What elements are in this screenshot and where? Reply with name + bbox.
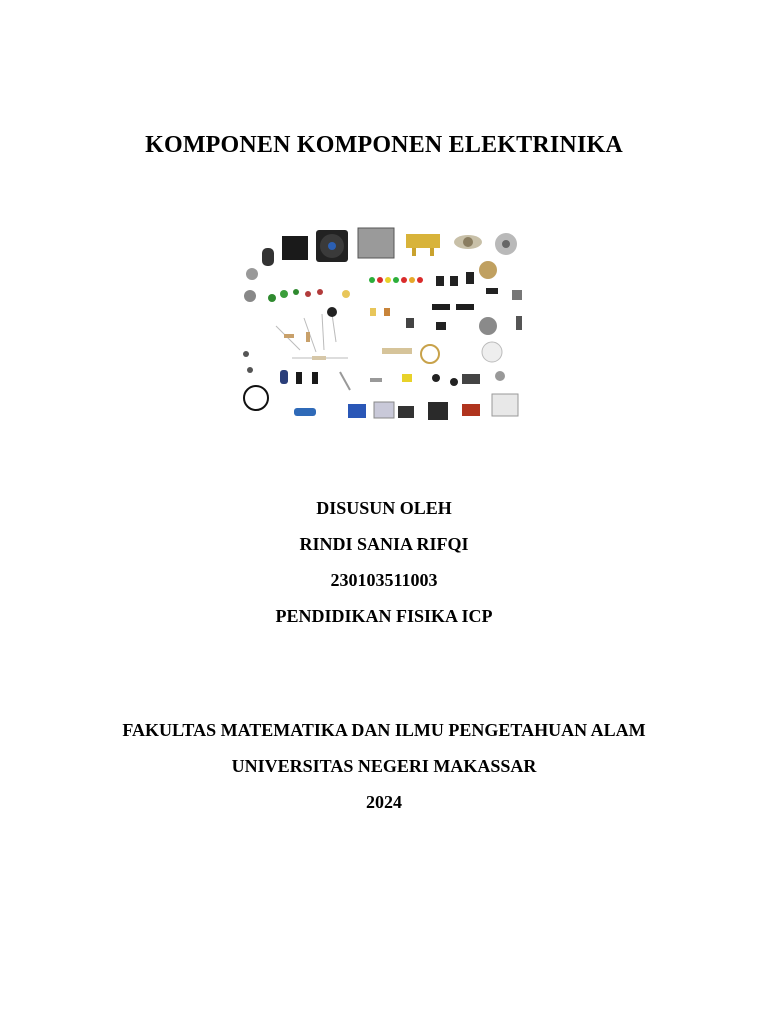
study-program: PENDIDIKAN FISIKA ICP: [275, 606, 493, 626]
author-name: RINDI SANIA RIFQI: [299, 534, 469, 554]
author-block: [0, 490, 768, 634]
faculty-name: FAKULTAS MATEMATIKA DAN ILMU PENGETAHUAN ALAM: [122, 720, 646, 740]
electronic-components-icon: [236, 222, 536, 426]
university-name: UNIVERSITAS NEGERI MAKASSAR: [231, 756, 537, 776]
author-heading: DISUSUN OLEH: [316, 498, 452, 518]
institution-block: [0, 712, 768, 820]
student-id: 230103511003: [330, 570, 438, 590]
document-title: KOMPONEN KOMPONEN ELEKTRINIKA: [145, 132, 623, 158]
document-year: 2024: [366, 792, 402, 812]
